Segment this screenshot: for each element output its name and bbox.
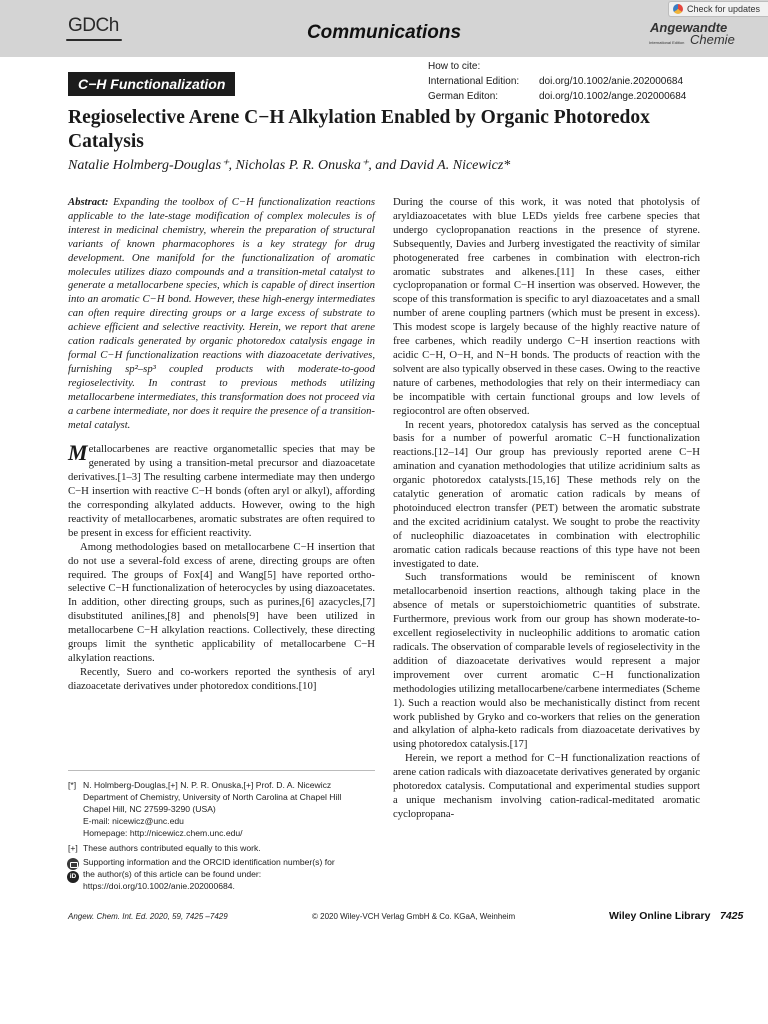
orcid-icon: iD xyxy=(67,871,79,883)
cite-international-row xyxy=(428,76,684,87)
journal-logo-edition: International Edition xyxy=(649,40,685,45)
topic-label: C−H Functionalization xyxy=(68,72,235,96)
check-for-updates-label: Check for updates xyxy=(687,4,761,14)
abstract-label: Abstract: xyxy=(68,196,109,208)
author-list: Natalie Holmberg-Douglas⁺, Nicholas P. R. Onuska⁺, and David A. Nicewicz* xyxy=(68,158,511,173)
supporting-info-line-2: the author(s) of this article can be found under: xyxy=(83,868,262,879)
supporting-info-link[interactable]: https://doi.org/10.1002/anie.202000684. xyxy=(83,880,235,891)
cite-international-label: International Edition: xyxy=(428,76,520,87)
affiliation-authors: N. Holmberg-Douglas,[+] N. P. R. Onuska,[+] Prof. D. A. Nicewicz xyxy=(83,780,332,790)
how-to-cite-label: How to cite: xyxy=(428,61,481,72)
equal-contribution-text: These authors contributed equally to this work. xyxy=(83,843,261,853)
affiliation-department: Department of Chemistry, University of North Carolina at Chapel Hill xyxy=(83,791,342,802)
body-paragraph-2: In recent years, photoredox catalysis has served as the conceptual basis for a number of powerful aromatic C−H functionalization reactions.[12–14] Our group has previously reported arene C−H amination and cyanation methodologies that utilize acridinium salts as organic photoredox catalysts.[15,16] These methods rely on the catalytic generation of aromatic cation radicals by means of photoinduced electron transfer (PET) between the aromatic substrate and the excited acridinium catalyst. We sought to probe the reactivity of nucleophilic diazoacetates in combination with electrophilic aromatic cation radicals because reactions of this type have not been investigated to date. xyxy=(393,418,700,570)
article-title-line-1: Regioselective Arene C−H Alkylation Enabled by Organic Photoredox xyxy=(68,107,650,128)
introduction xyxy=(68,440,375,693)
intro-paragraph-3: Recently, Suero and co-workers reported the synthesis of aryl diazoacetate derivatives under photoredox conditions.[10] xyxy=(68,665,375,692)
supporting-info-icon xyxy=(67,858,79,870)
equal-contribution-mark: [+] xyxy=(68,843,78,853)
journal-logo-chemie: Chemie xyxy=(690,32,735,47)
right-column xyxy=(393,196,700,822)
page-number: 7425 xyxy=(720,910,744,922)
journal-logo-angewandte: Angewandte xyxy=(650,20,728,35)
supporting-info-line-1: Supporting information and the ORCID identification number(s) for xyxy=(83,857,335,867)
wiley-online-library-link[interactable]: Wiley Online Library xyxy=(609,910,711,922)
left-column xyxy=(68,196,375,694)
article-title xyxy=(68,106,718,154)
intro-paragraph-1: etallocarbenes are reactive organometallic species that may be generated by using a transition-metal precursor and diazoacetate derivatives.[1–3] The resulting carbene intermediate may then undergo C−H insertion with reactive C−H bonds (often aryl or alkyl), affording the corresponding alkylated adducts. However, owing to the high reactivity of metallocarbenes, aromatic substrates are often required to be present in excess for efficient reactivity. xyxy=(68,443,375,539)
check-for-updates-button[interactable] xyxy=(668,1,768,17)
cite-international-doi-link[interactable]: doi.org/10.1002/anie.202000684 xyxy=(539,76,684,87)
cite-german-row xyxy=(428,91,687,102)
abstract-text: Expanding the toolbox of C−H functionalization reactions applicable to the late-stage modification of complex molecules is of interest in medicinal chemistry, wherein the preparation of structural variants of known pharmacophores is a key strategy for drug development. One manifold for the functionalization of aromatic molecules utilizes diazo compounds and a transition-metal catalyst to generate a metallocarbene species, which is capable of direct insertion into an aromatic C−H bond. However, these high-energy intermediates can often require directing groups or a large excess of substrate to achieve efficient and selective reactivity. Herein, we report that arene cation radicals generated by organic photoredox catalysis engage in formal C−H functionalization reactions with diazoacetate derivatives, furnishing sp²–sp³ coupled products with moderate-to-good regioselectivity. In contrast to previous methods utilizing metallocarbene intermediates, this transformation does not proceed via a carbene intermediate, nor does it require the presence of a transition-metal catalyst. xyxy=(68,196,376,431)
affiliation-email[interactable]: E-mail: nicewicz@unc.edu xyxy=(83,815,184,826)
drop-cap: M xyxy=(68,440,88,466)
footer-copyright: © 2020 Wiley-VCH Verlag GmbH & Co. KGaA, Weinheim xyxy=(312,912,516,921)
crossmark-icon xyxy=(673,4,683,14)
section-title: Communications xyxy=(306,22,462,43)
affiliation-mark: [*] xyxy=(68,780,77,790)
gdch-logo: GDCh xyxy=(68,15,119,36)
body-paragraph-1: During the course of this work, it was noted that photolysis of aryldiazoacetates with blue LEDs yields free carbene species that undergo cyclopropanation reactions in the presence of styrene. Subsequently, Davies and Jurberg investigated the reactivity of similar photogenerated free carbenes in combination with electron-rich aromatic substrates and alkenes.[11] In these cases, either cyclopropanation or formal C−H insertion was observed. However, the scope of this transformation is specific to aryl diazoacetates and a small number of arene coupling partners (which must be present in excess). This modest scope is largely because of the highly reactive nature of free carbenes, which readily undergo C−H insertion reactions with acidic C−H, O−H, and N−H bonds. The products of reaction with the solvent are also typically observed in these cases. Owing to the reactive nature of carbenes, methodologies that rely on their intermediacy can be incompatible with certain functional groups and low levels of regiocontrol are often observed. xyxy=(393,196,700,417)
body-paragraph-4: Herein, we report a method for C−H functionalization reactions of arene cation radicals with diazoacetate derivatives generated by organic photoredox catalysis. Computational and experimental studies support a unique mechanism involving cation-radical-meditated aromatic cyclopropana- xyxy=(393,752,700,820)
article-title-line-2: Catalysis xyxy=(68,131,144,152)
intro-paragraph-2: Among methodologies based on metallocarbene C−H insertion that do not use a several-fold excess of arene, directing groups are often required. The groups of Fox[4] and Wang[5] have reported ortho-selective C−H functionalization of heterocycles by using diazoacetates. In addition, other directing groups, such as purines,[6] azacycles,[7] disubstituted anilines,[8] and phenols[9] have been utilized in metallocarbene C−H alkylation reactions. Collectively, these directing groups limit the synthetic applicability of metallocarbene C−H alkylation reactions. xyxy=(68,540,375,664)
footnote-divider xyxy=(68,770,375,771)
abstract xyxy=(68,196,375,432)
affiliation-homepage[interactable]: Homepage: http://nicewicz.chem.unc.edu/ xyxy=(83,827,243,838)
footer-citation: Angew. Chem. Int. Ed. 2020, 59, 7425 –7429 xyxy=(68,912,228,921)
cite-german-label: German Editon: xyxy=(428,91,499,102)
cite-german-doi-link[interactable]: doi.org/10.1002/ange.202000684 xyxy=(539,91,687,102)
body-paragraph-3: Such transformations would be reminiscent of known metallocarbenoid insertion reactions, although taking place in the absence of metals or superstoichiometric quantities of substrate. Furthermore, previous work from our group has shown moderate-to-excellent regioselectivity in nucleophilic additions to aromatic cation radicals. The observation of comparable levels of regioselectivity in the addition of diazoacetate derivatives would represent a major improvement over current aromatic C−H functionalization methodologies utilizing metallocarbene/carbene intermediates (Scheme 1). Such a reaction would also be mechanistically distinct from recent work published by Gryko and co-workers that relies on the generation and alkylation of alpha-keto radicals from diazoacetate derivatives by using photoredox catalysis.[17] xyxy=(393,571,700,751)
affiliation-address: Chapel Hill, NC 27599-3290 (USA) xyxy=(83,803,216,814)
